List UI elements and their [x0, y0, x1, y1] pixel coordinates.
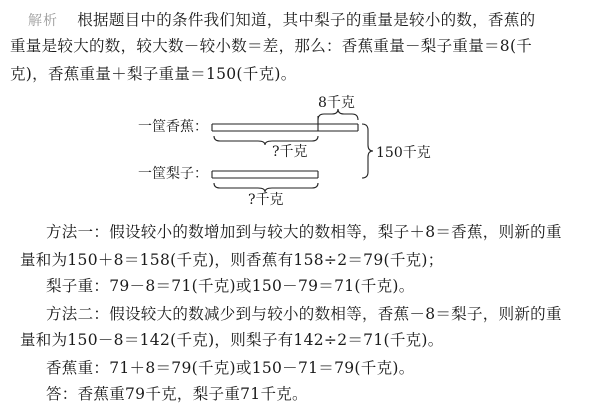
- diff-label: 8千克: [318, 95, 355, 111]
- banana-bar: [212, 116, 358, 131]
- method1-line-3: 梨子重：79－8＝71(千克)或150－79＝71(千克)。: [46, 277, 415, 295]
- method1-line-1: 方法一：假设较小的数增加到与较大的数相等，梨子＋8＝香蕉，则新的重: [46, 223, 562, 241]
- pear-label: 一筐梨子：: [138, 166, 208, 182]
- pear-bar: [212, 171, 318, 178]
- method1-line-2: 量和为150＋8＝158(千克)，则香蕉有158÷2＝79(千克)；: [20, 251, 444, 269]
- pear-bottom-brace: [214, 183, 318, 192]
- banana-unknown-label: ?千克: [272, 144, 308, 160]
- analysis-line-2: 重量是较大的数，较大数－较小数＝差，那么：香蕉重量－梨子重量＝8(千: [10, 37, 533, 55]
- pear-unknown-label: ?千克: [248, 192, 284, 208]
- banana-label: 一筐香蕉：: [138, 119, 208, 135]
- method2-line-3: 香蕉重：71＋8＝79(千克)或150－71＝79(千克)。: [46, 359, 415, 377]
- total-brace: [362, 124, 373, 178]
- analysis-tag: 解析: [28, 13, 58, 29]
- total-label: 150千克: [376, 145, 431, 161]
- analysis-line-3: 克)，香蕉重量＋梨子重量＝150(千克)。: [10, 65, 297, 83]
- method2-line-1: 方法二：假设较大的数减少到与较小的数相等，香蕉－8＝梨子，则新的重: [46, 305, 562, 323]
- method2-line-2: 量和为150－8＝142(千克)，则梨子有142÷2＝71(千克)。: [20, 331, 444, 349]
- answer-line: 答：香蕉重79千克，梨子重71千克。: [46, 385, 308, 403]
- analysis-text-1: 根据题目中的条件我们知道，其中梨子的重量是较小的数，香蕉的: [77, 11, 536, 29]
